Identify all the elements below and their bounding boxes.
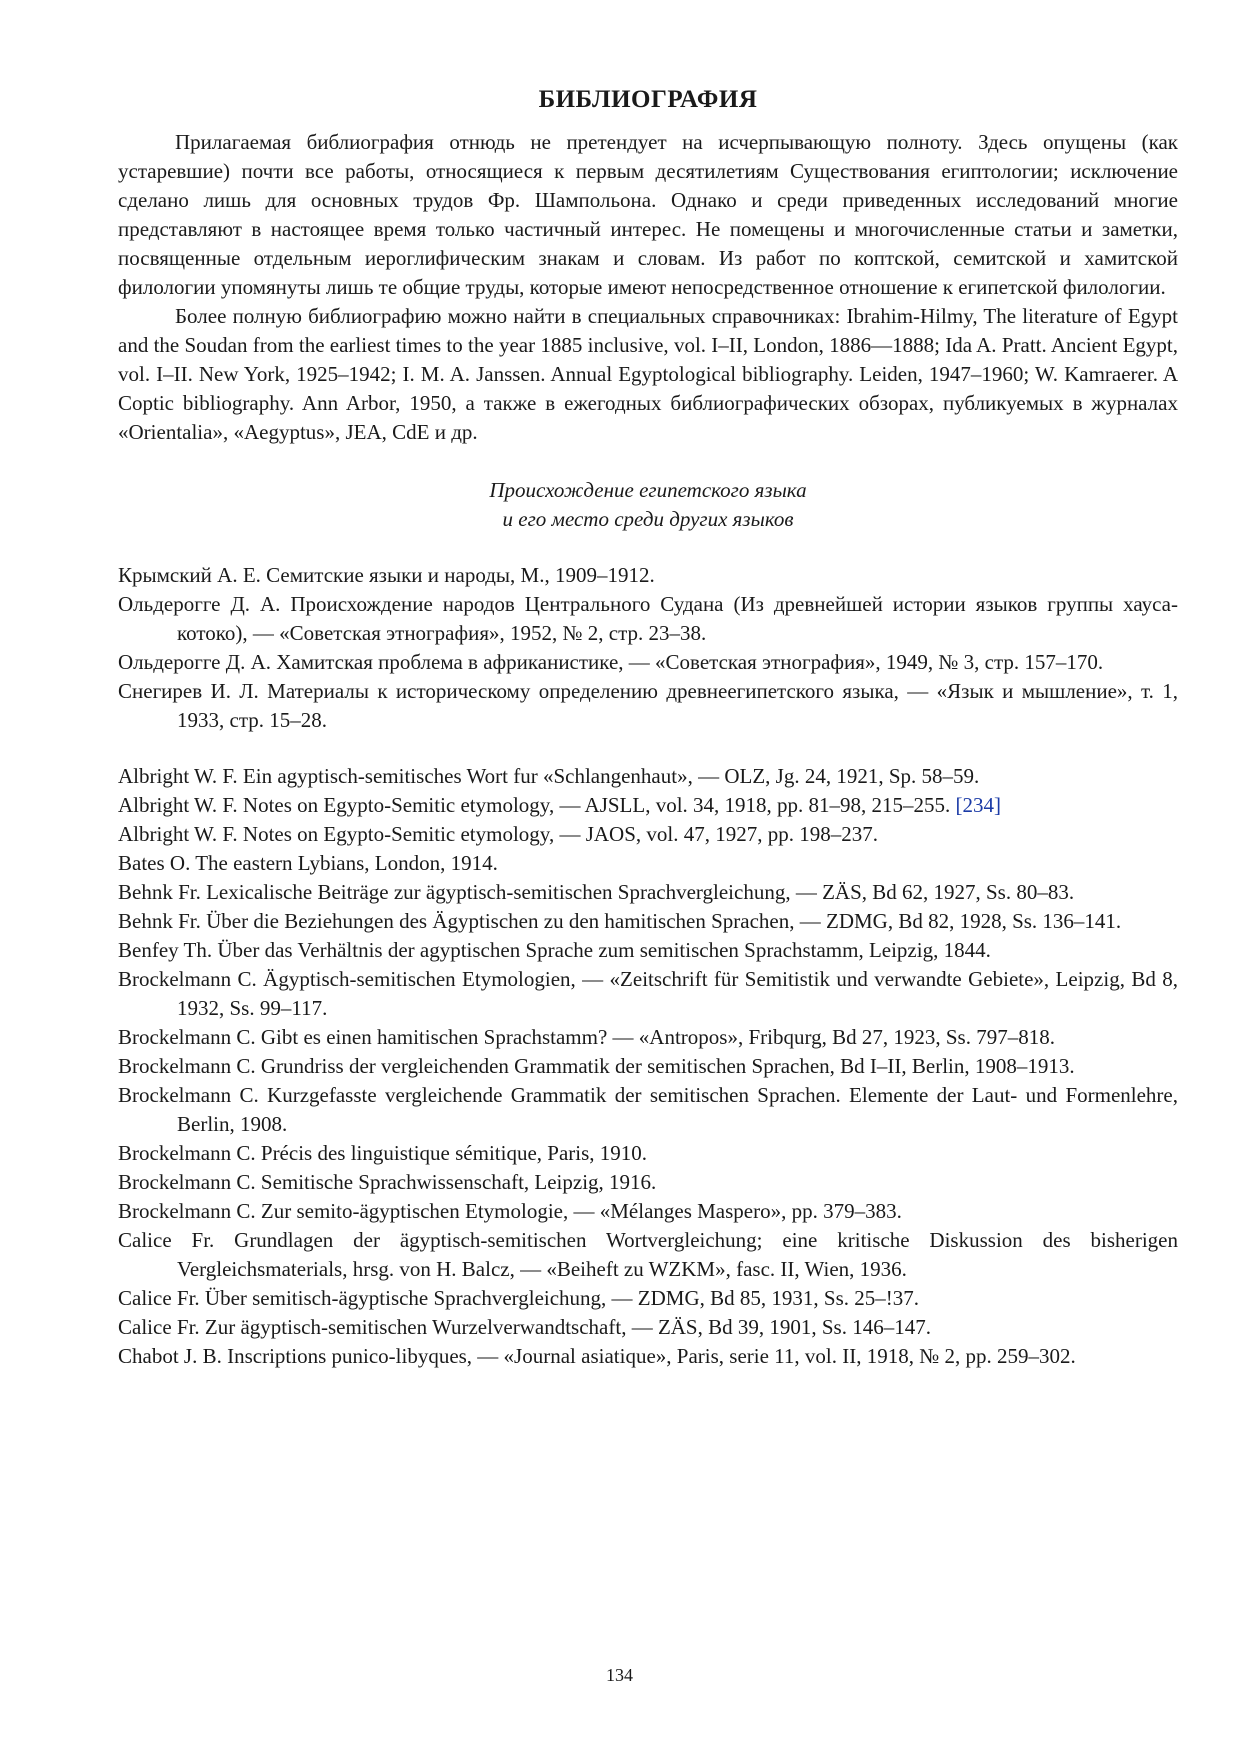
reference-item: Brockelmann C. Zur semito-ägyptischen Etymologie, — «Mélanges Maspero», pp. 379–383. bbox=[118, 1199, 902, 1223]
reference-text: Albright W. F. Notes on Egypto-Semitic etymology, — AJSLL, vol. 34, 1918, pp. 81–98, 215–255. bbox=[118, 793, 951, 817]
intro-paragraph-2: Более полную библиографию можно найти в специальных справочниках: Ibrahim-Hilmy, The literature of Egypt and the Soudan from the earliest times to the year 1885 inclusive, vol. I–II, London, 1886—1888; Ida A. Pratt. Ancient Egypt, vol. I–II. New York, 1925–1942; I. M. A. Janssen. Annual Egyptological bibliography. Leiden, 1947–1960; W. Kamraerer. A Coptic bibliography. Ann Arbor, 1950, а также в ежегодных библиографических обзорах, публикуемых в журналах «Orientalia», «Aegyptus», JEA, CdE и др. bbox=[118, 304, 1178, 444]
reference-item: Снегирев И. Л. Материалы к историческому определению древнеегипетского языка, — «Язык и мышление», т. 1, 1933, стр. 15–28. bbox=[118, 679, 1178, 732]
reference-item: Ольдерогге Д. А. Хамитская проблема в африканистике, — «Советская этнография», 1949, № 3, стр. 157–170. bbox=[118, 650, 1104, 674]
russian-references bbox=[118, 561, 1178, 735]
reference-item bbox=[118, 791, 1178, 820]
page-number: 134 bbox=[606, 1665, 633, 1685]
section-heading-line-2: и его место среди других языков bbox=[502, 507, 794, 531]
reference-item: Behnk Fr. Lexicalische Beiträge zur ägyptisch-semitischen Sprachvergleichung, — ZÄS, Bd 62, 1927, Ss. 80–83. bbox=[118, 880, 1075, 904]
reference-item: Calice Fr. Über semitisch-ägyptische Sprachvergleichung, — ZDMG, Bd 85, 1931, Ss. 25–!37. bbox=[118, 1286, 919, 1310]
reference-item: Albright W. F. Notes on Egypto-Semitic etymology, — JAOS, vol. 47, 1927, pp. 198–237. bbox=[118, 822, 878, 846]
reference-item: Brockelmann C. Semitische Sprachwissenschaft, Leipzig, 1916. bbox=[118, 1170, 657, 1194]
reference-item: Benfey Th. Über das Verhältnis der agyptischen Sprache zum semitischen Sprachstamm, Leipzig, 1844. bbox=[118, 938, 991, 962]
intro-paragraph-1: Прилагаемая библиография отнюдь не претендует на исчерпывающую полноту. Здесь опущены (как устаревшие) почти все работы, относящиеся к первым десятилетиям Существования египтологии; исключение сделано лишь для основных трудов Фр. Шампольона. Однако и среди приведенных исследований многие представляют в настоящее время только частичный интерес. Не помещены и многочисленные статьи и заметки, посвященные отдельным иероглифическим знакам и словам. Из работ по коптской, семитской и хамитской филологии упомянуты лишь те общие труды, которые имеют непосредственное отношение к египетской филологии. bbox=[118, 130, 1178, 299]
section-heading-line-1: Происхождение египетского языка bbox=[489, 478, 807, 502]
reference-item: Calice Fr. Zur ägyptisch-semitischen Wurzelverwandtschaft, — ZÄS, Bd 39, 1901, Ss. 146–147. bbox=[118, 1315, 931, 1339]
reference-item: Brockelmann C. Grundriss der vergleichenden Grammatik der semitischen Sprachen, Bd I–II, Berlin, 1908–1913. bbox=[118, 1054, 1075, 1078]
reference-item: Calice Fr. Grundlagen der ägyptisch-semitischen Wortvergleichung; eine kritische Diskussion des bisherigen Vergleichsmaterials, hrsg. von H. Balcz, — «Beiheft zu WZKM», fasc. II, Wien, 1936. bbox=[118, 1228, 1178, 1281]
page-title: БИБЛИОГРАФИЯ bbox=[538, 86, 758, 113]
reference-item: Крымский А. Е. Семитские языки и народы, М., 1909–1912. bbox=[118, 563, 655, 587]
foreign-references bbox=[118, 762, 1178, 1371]
page-reference-link[interactable]: [234] bbox=[955, 793, 1002, 817]
reference-item: Brockelmann C. Kurzgefasste vergleichende Grammatik der semitischen Sprachen. Elemente der Laut- und Formenlehre, Berlin, 1908. bbox=[118, 1083, 1178, 1136]
reference-item: Brockelmann C. Gibt es einen hamitischen Sprachstamm? — «Antropos», Fribqurg, Bd 27, 1923, Ss. 797–818. bbox=[118, 1025, 1055, 1049]
reference-item: Ольдерогге Д. А. Происхождение народов Центрального Судана (Из древнейшей истории языков группы хауса-котоко), — «Советская этнография», 1952, № 2, стр. 23–38. bbox=[118, 592, 1178, 645]
reference-item: Bates O. The eastern Lybians, London, 1914. bbox=[118, 851, 498, 875]
reference-item: Albright W. F. Ein agyptisch-semitisches Wort fur «Schlangenhaut», — OLZ, Jg. 24, 1921, Sp. 58–59. bbox=[118, 764, 980, 788]
intro bbox=[118, 128, 1178, 447]
page-content bbox=[118, 82, 1178, 1371]
reference-item: Brockelmann C. Précis des linguistique sémitique, Paris, 1910. bbox=[118, 1141, 648, 1165]
reference-item: Chabot J. B. Inscriptions punico-libyques, — «Journal asiatique», Paris, serie 11, vol. II, 1918, № 2, pp. 259–302. bbox=[118, 1344, 1076, 1368]
section-heading bbox=[118, 476, 1178, 534]
reference-item: Behnk Fr. Über die Beziehungen des Ägyptischen zu den hamitischen Sprachen, — ZDMG, Bd 82, 1928, Ss. 136–141. bbox=[118, 909, 1122, 933]
reference-item: Brockelmann C. Ägyptisch-semitischen Etymologien, — «Zeitschrift für Semitistik und verwandte Gebiete», Leipzig, Bd 8, 1932, Ss. 99–117. bbox=[118, 967, 1178, 1020]
